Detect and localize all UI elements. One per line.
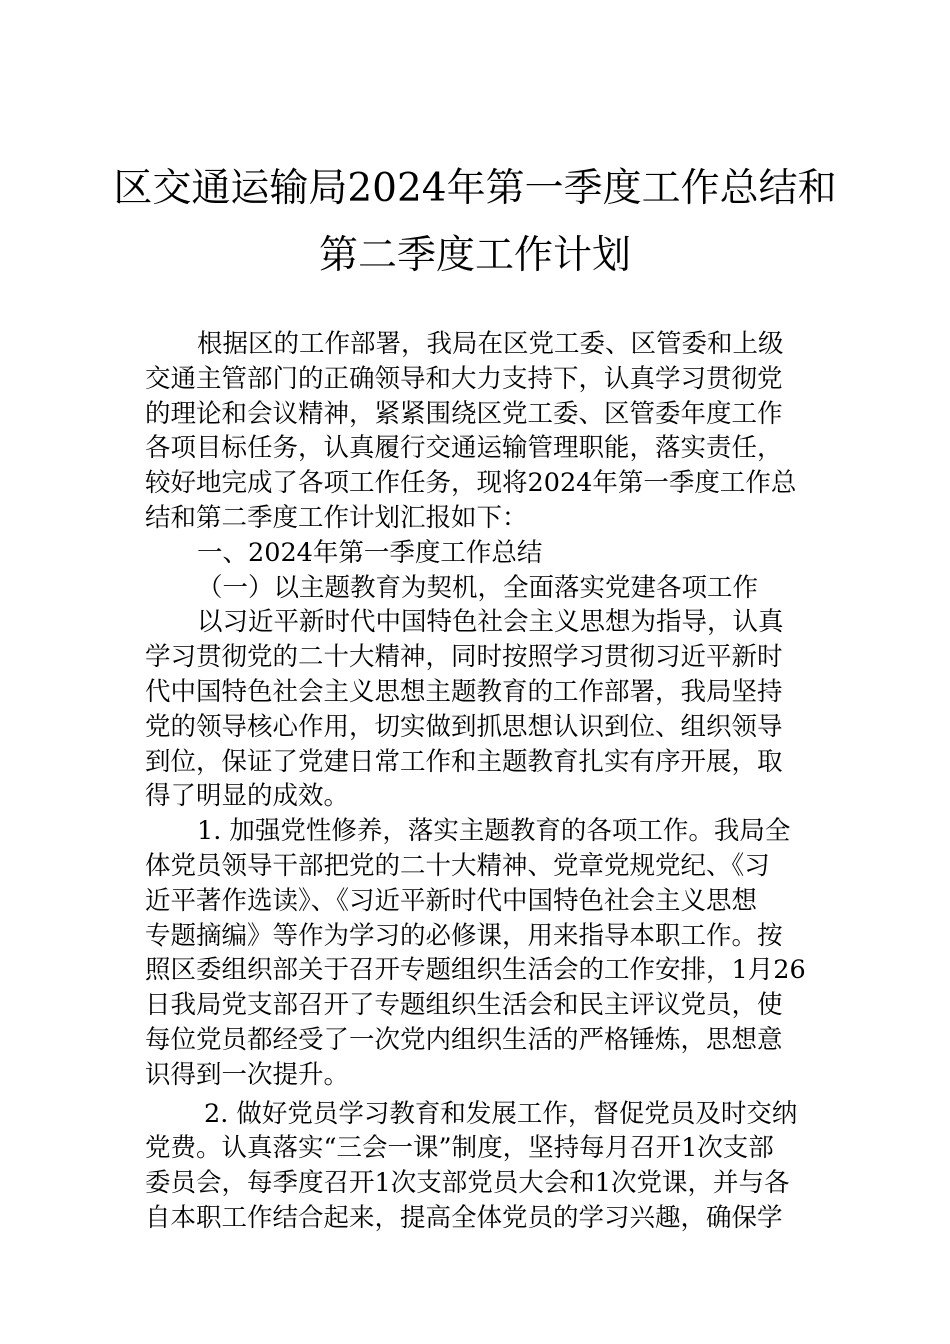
document-title-line-2: 第二季度工作计划: [318, 233, 631, 278]
paragraph-line: 党的领导核心作用，切实做到抓思想认识到位、组织领导: [145, 711, 783, 742]
paragraph-line: 交通主管部门的正确领导和大力支持下，认真学习贯彻党: [145, 363, 783, 394]
paragraph-line: 1. 加强党性修养，落实主题教育的各项工作。我局全: [197, 816, 791, 847]
section-heading: 一、2024年第一季度工作总结: [197, 537, 543, 568]
paragraph-line: 学习贯彻党的二十大精神，同时按照学习贯彻习近平新时: [145, 642, 783, 673]
paragraph-line: 党费。认真落实“三会一课”制度，坚持每月召开1次支部: [145, 1133, 774, 1164]
paragraph-line: 日我局党支部召开了专题组织生活会和民主评议党员，使: [145, 990, 783, 1021]
paragraph-line: 代中国特色社会主义思想主题教育的工作部署，我局坚持: [145, 676, 783, 707]
paragraph-line: 2. 做好党员学习教育和发展工作，督促党员及时交纳: [204, 1098, 798, 1129]
subsection-heading: （一）以主题教育为契机，全面落实党建各项工作: [197, 572, 759, 603]
paragraph-line: 较好地完成了各项工作任务，现将2024年第一季度工作总: [145, 468, 797, 499]
paragraph-line: 识得到一次提升。: [145, 1059, 350, 1090]
paragraph-line: 到位，保证了党建日常工作和主题教育扎实有序开展，取: [145, 746, 783, 777]
paragraph-line: 委员会，每季度召开1次支部党员大会和1次党课，并与各: [145, 1168, 790, 1199]
paragraph-line: 每位党员都经受了一次党内组织生活的严格锤炼，思想意: [145, 1024, 783, 1055]
paragraph-line: 自本职工作结合起来，提高全体党员的学习兴趣，确保学: [145, 1202, 783, 1233]
document-title-line-1: 区交通运输局2024年第一季度工作总结和: [113, 166, 837, 211]
paragraph-line: 的理论和会议精神，紧紧围绕区党工委、区管委年度工作: [145, 398, 783, 429]
paragraph-line: 近平著作选读》、《习近平新时代中国特色社会主义思想: [145, 885, 758, 916]
paragraph-line: 结和第二季度工作计划汇报如下：: [145, 502, 528, 533]
paragraph-line: 专题摘编》等作为学习的必修课，用来指导本职工作。按: [145, 920, 783, 951]
paragraph-line: 各项目标任务，认真履行交通运输管理职能，落实责任，: [145, 433, 783, 464]
paragraph-line: 体党员领导干部把党的二十大精神、党章党规党纪、《习: [145, 850, 770, 881]
paragraph-line: 得了明显的成效。: [145, 781, 350, 812]
paragraph-line: 照区委组织部关于召开专题组织生活会的工作安排，1月26: [145, 955, 806, 986]
paragraph-line: 以习近平新时代中国特色社会主义思想为指导，认真: [197, 607, 784, 638]
document-body: [145, 327, 810, 1236]
paragraph-line: 根据区的工作部署，我局在区党工委、区管委和上级: [197, 329, 784, 359]
